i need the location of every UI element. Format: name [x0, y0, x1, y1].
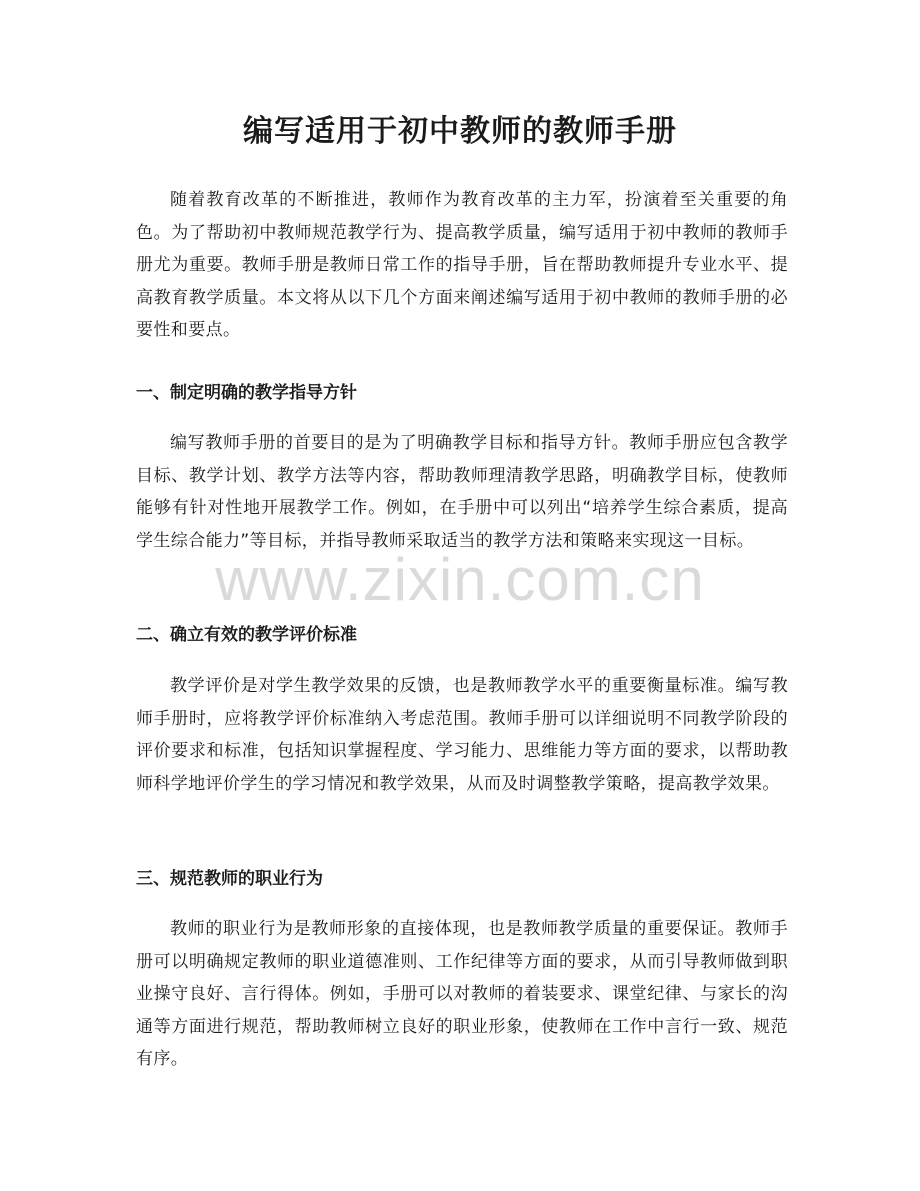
- section-2-heading: 二、确立有效的教学评价标准: [136, 625, 357, 645]
- section-1-heading: 一、制定明确的教学指导方针: [136, 383, 357, 403]
- section-2-paragraph: 教学评价是对学生教学效果的反馈，也是教师教学水平的重要衡量标准。编写教师手册时，应将教学评价标准纳入考虑范围。教师手册可以详细说明不同教学阶段的评价要求和标准，包括知识掌握程度、学习能力、思维能力等方面的要求，以帮助教师科学地评价学生的学习情况和教学效果，从而及时调整教学策略，提高教学效果。: [136, 676, 788, 794]
- section-1-paragraph: 编写教师手册的首要目的是为了明确教学目标和指导方针。教师手册应包含教学目标、教学计划、教学方法等内容，帮助教师理清教学思路，明确教学目标，使教师能够有针对性地开展教学工作。例如，在手册中可以列出“培养学生综合素质，提高学生综合能力”等目标，并指导教师采取适当的教学方法和策略来实现这一目标。: [136, 433, 788, 551]
- section-3-paragraph: 教师的职业行为是教师形象的直接体现，也是教师教学质量的重要保证。教师手册可以明确规定教师的职业道德准则、工作纪律等方面的要求，从而引导教师做到职业操守良好、言行得体。例如，手册可以对教师的着装要求、课堂纪律、与家长的沟通等方面进行规范，帮助教师树立良好的职业形象，使教师在工作中言行一致、规范有序。: [136, 919, 788, 1069]
- watermark-text: www.zixin.com.cn: [215, 546, 705, 613]
- intro-paragraph: 随着教育改革的不断推进，教师作为教育改革的主力军，扮演着至关重要的角色。为了帮助初中教师规范教学行为、提高教学质量，编写适用于初中教师的教师手册尤为重要。教师手册是教师日常工作的指导手册，旨在帮助教师提升专业水平、提高教育教学质量。本文将从以下几个方面来阐述编写适用于初中教师的教师手册的必要性和要点。: [136, 190, 788, 340]
- document-title: 编写适用于初中教师的教师手册: [243, 114, 677, 149]
- section-3-heading: 三、规范教师的职业行为: [136, 869, 323, 889]
